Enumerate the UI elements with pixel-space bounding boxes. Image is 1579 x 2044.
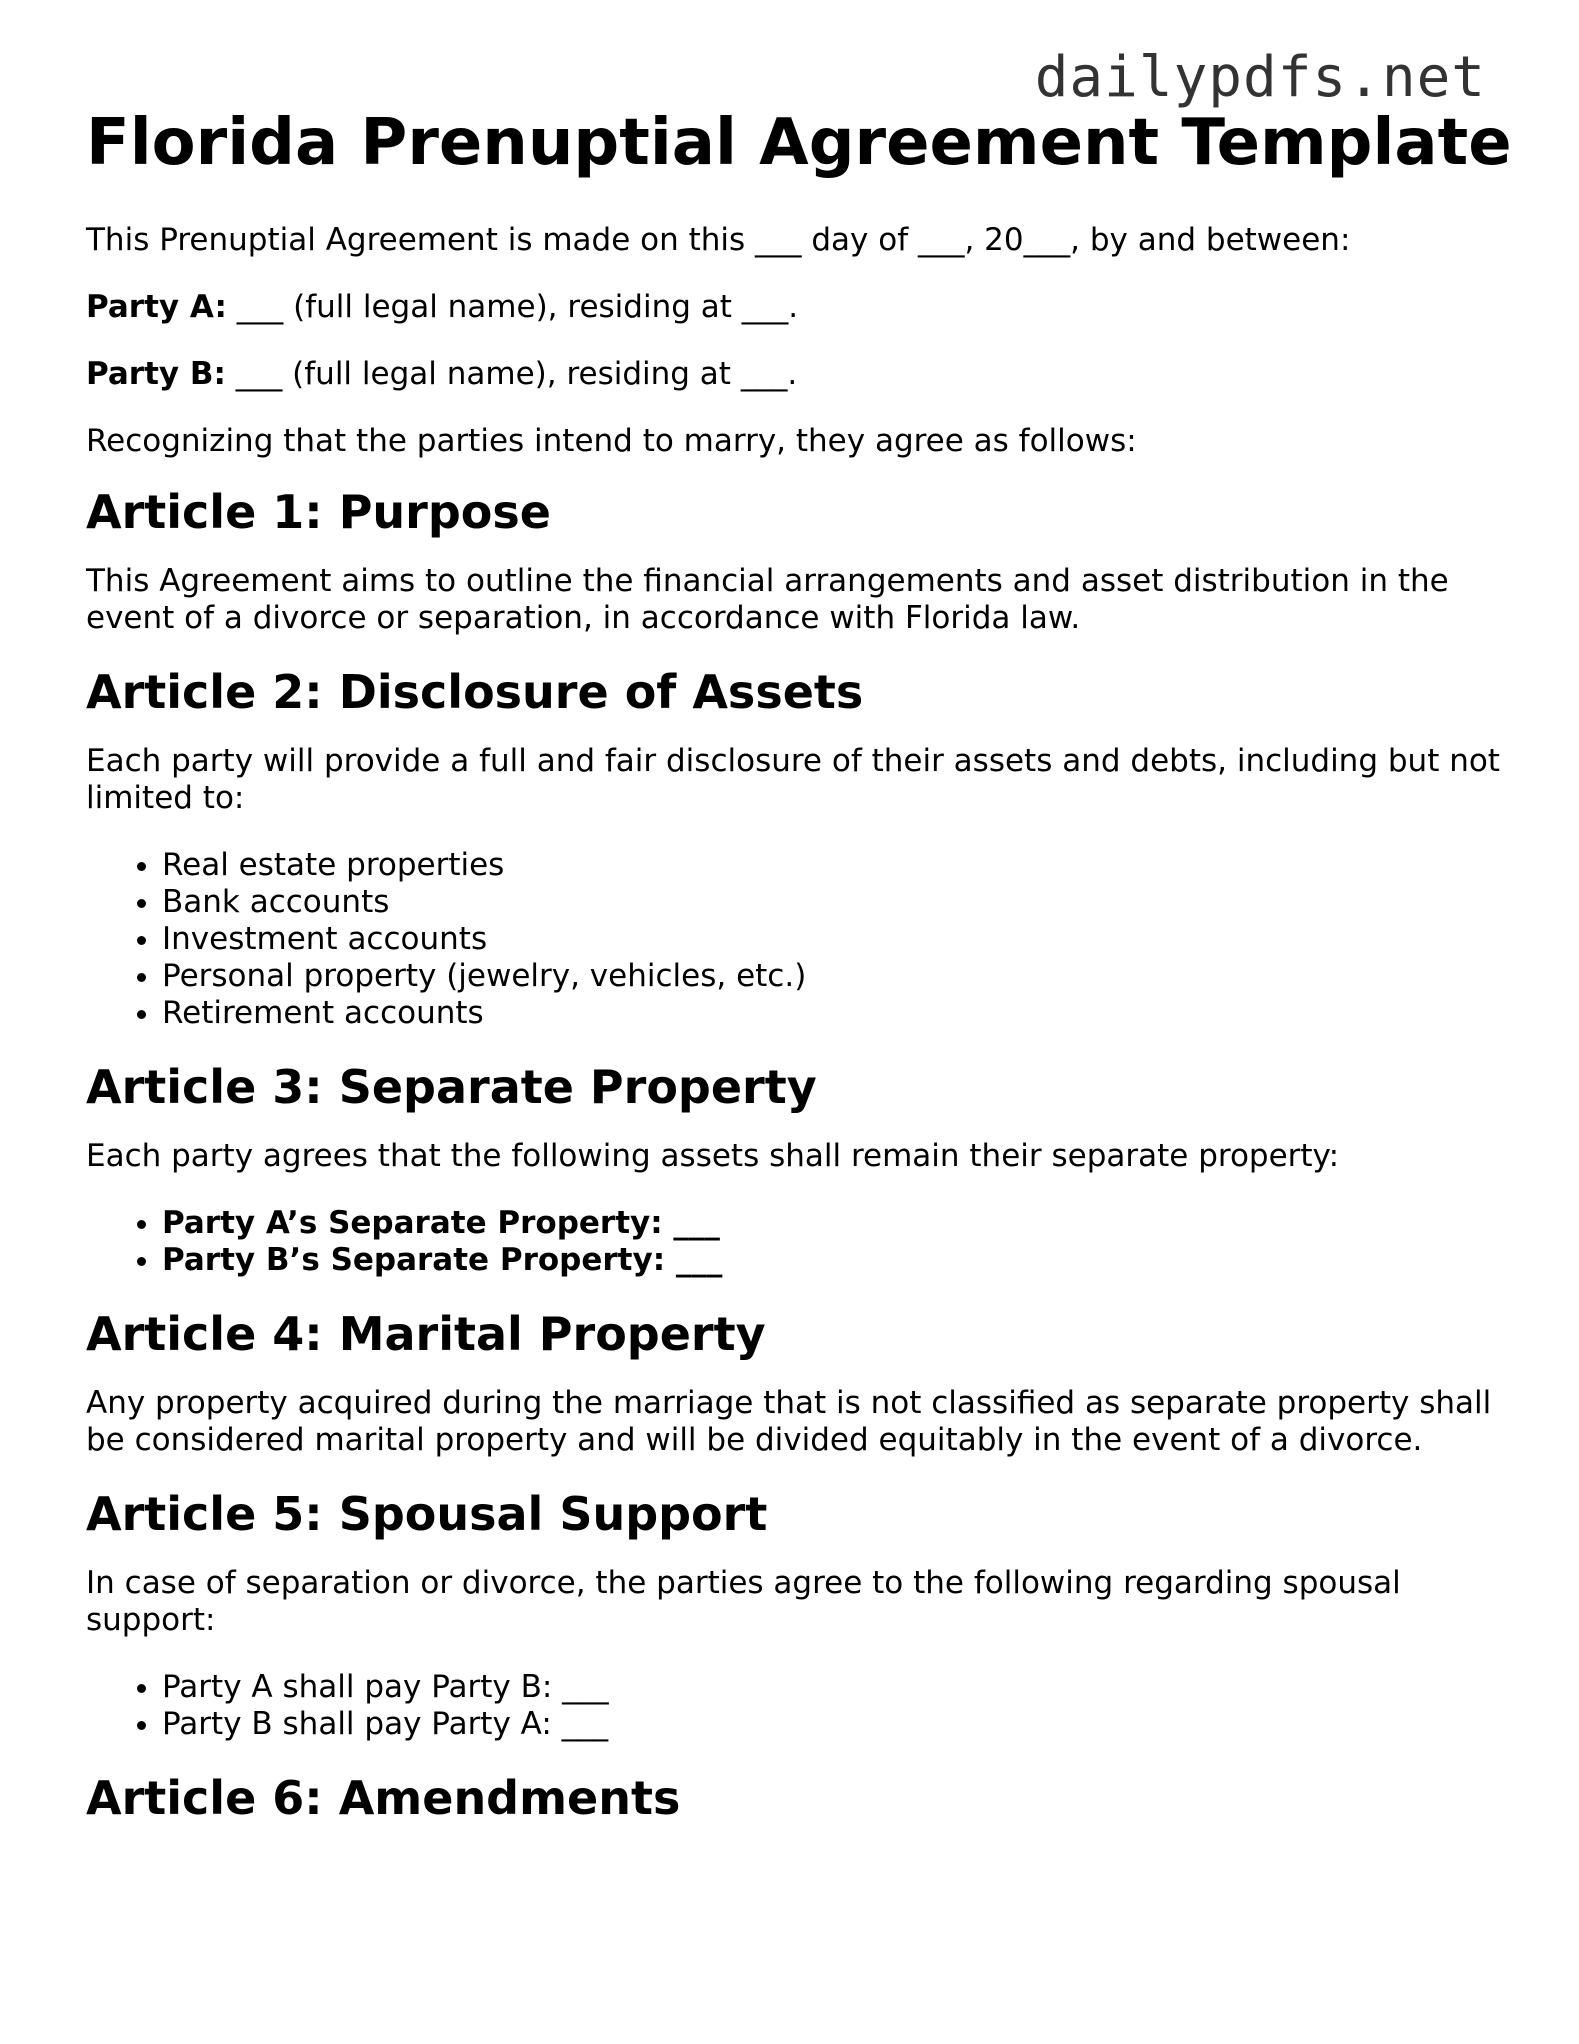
document-body bbox=[86, 222, 1506, 1826]
article-5-text: In case of separation or divorce, the parties agree to the following regarding spousal support: bbox=[86, 1565, 1401, 1638]
article-4-text: Any property acquired during the marriage that is not classified as separate property shall be considered marital property and will be divided equitably in the event of a divorce. bbox=[86, 1385, 1492, 1458]
article-3-heading: Article 3: Separate Property bbox=[86, 1060, 817, 1114]
party-b-line bbox=[86, 356, 1506, 393]
list-item: • Real estate properties bbox=[162, 847, 1506, 884]
article-2-text: Each party will provide a full and fair disclosure of their assets and debts, including but not limited to: bbox=[86, 743, 1500, 816]
list-item: • Investment accounts bbox=[162, 921, 1506, 958]
list-item: • Bank accounts bbox=[162, 884, 1506, 921]
list-item: • Party A’s Separate Property: ___ bbox=[162, 1205, 1506, 1242]
intro-paragraph: This Prenuptial Agreement is made on this ___ day of ___, 20___, by and between: bbox=[86, 222, 1351, 258]
article-3-text: Each party agrees that the following assets shall remain their separate property: bbox=[86, 1138, 1340, 1174]
article-1-text: This Agreement aims to outline the financial arrangements and asset distribution in the event of a divorce or separation, in accordance with Florida law. bbox=[86, 563, 1449, 636]
party-b-text: ___ (full legal name), residing at ___. bbox=[225, 356, 798, 392]
recognizing-paragraph: Recognizing that the parties intend to marry, they agree as follows: bbox=[86, 423, 1137, 459]
spousal-support-list bbox=[86, 1669, 1506, 1743]
list-item: • Party B shall pay Party A: ___ bbox=[162, 1706, 1506, 1743]
article-4-heading: Article 4: Marital Property bbox=[86, 1307, 766, 1361]
party-b-label: Party B: bbox=[86, 356, 226, 392]
list-item: • Retirement accounts bbox=[162, 995, 1506, 1032]
list-item: • Personal property (jewelry, vehicles, etc.) bbox=[162, 958, 1506, 995]
asset-list bbox=[86, 847, 1506, 1032]
article-1-heading: Article 1: Purpose bbox=[86, 485, 551, 539]
party-a-line bbox=[86, 289, 1506, 326]
article-5-heading: Article 5: Spousal Support bbox=[86, 1487, 768, 1541]
list-item: • Party A shall pay Party B: ___ bbox=[162, 1669, 1506, 1706]
party-a-label: Party A: bbox=[86, 289, 227, 325]
separate-property-list bbox=[86, 1205, 1506, 1279]
article-6-heading: Article 6: Amendments bbox=[86, 1771, 681, 1825]
party-a-text: ___ (full legal name), residing at ___. bbox=[226, 289, 799, 325]
article-2-heading: Article 2: Disclosure of Assets bbox=[86, 665, 864, 719]
document-title: Florida Prenuptial Agreement Template bbox=[86, 106, 1512, 180]
watermark: dailypdfs.net bbox=[1034, 45, 1486, 110]
list-item: • Party B’s Separate Property: ___ bbox=[162, 1242, 1506, 1279]
